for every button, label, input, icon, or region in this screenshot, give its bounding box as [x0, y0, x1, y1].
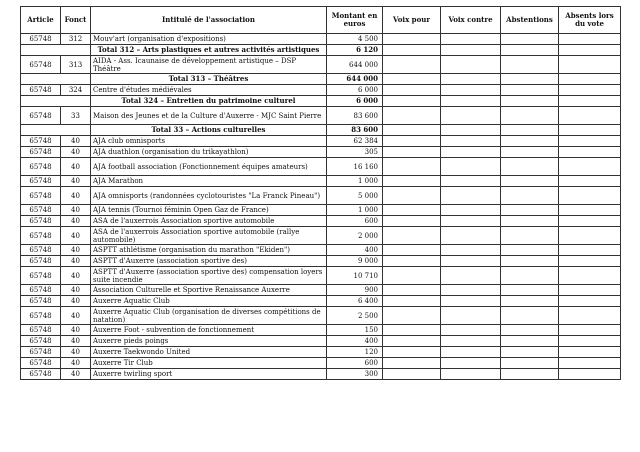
voix-contre-cell: [441, 347, 501, 358]
voix-pour-cell: [383, 85, 441, 96]
absents-cell: [559, 125, 621, 136]
abstentions-cell: [501, 336, 559, 347]
fonct-cell: 40: [61, 205, 91, 216]
absents-cell: [559, 176, 621, 187]
total-row: [21, 96, 621, 107]
header-article: Article: [21, 7, 61, 34]
absents-cell: [559, 74, 621, 85]
article-cell: 65748: [21, 285, 61, 296]
voix-pour-cell: [383, 125, 441, 136]
absents-cell: [559, 227, 621, 245]
table-row: [21, 136, 621, 147]
fonct-cell: 40: [61, 147, 91, 158]
label-cell: Auxerre Taekwondo United: [91, 347, 327, 358]
voix-pour-cell: [383, 147, 441, 158]
voix-contre-cell: [441, 34, 501, 45]
abstentions-cell: [501, 347, 559, 358]
voix-contre-cell: [441, 45, 501, 56]
amount-cell: 2 500: [327, 307, 383, 325]
absents-cell: [559, 285, 621, 296]
voix-pour-cell: [383, 256, 441, 267]
voix-contre-cell: [441, 74, 501, 85]
amount-cell: 1 000: [327, 205, 383, 216]
total-row: [21, 45, 621, 56]
empty-cell: [21, 125, 91, 136]
article-cell: 65748: [21, 176, 61, 187]
abstentions-cell: [501, 85, 559, 96]
voix-contre-cell: [441, 107, 501, 125]
fonct-cell: 40: [61, 256, 91, 267]
label-cell: AJA club omnisports: [91, 136, 327, 147]
amount-cell: 305: [327, 147, 383, 158]
fonct-cell: 324: [61, 85, 91, 96]
table-row: [21, 158, 621, 176]
fonct-cell: 40: [61, 358, 91, 369]
absents-cell: [559, 45, 621, 56]
voix-pour-cell: [383, 176, 441, 187]
absents-cell: [559, 296, 621, 307]
voix-contre-cell: [441, 56, 501, 74]
article-cell: 65748: [21, 216, 61, 227]
abstentions-cell: [501, 216, 559, 227]
abstentions-cell: [501, 34, 559, 45]
table-row: [21, 296, 621, 307]
table-row: [21, 245, 621, 256]
fonct-cell: 40: [61, 369, 91, 380]
absents-cell: [559, 85, 621, 96]
voix-pour-cell: [383, 296, 441, 307]
subsidies-table: [20, 6, 621, 380]
table-row: [21, 227, 621, 245]
amount-cell: 400: [327, 336, 383, 347]
amount-cell: 1 000: [327, 176, 383, 187]
article-cell: 65748: [21, 227, 61, 245]
table-row: [21, 285, 621, 296]
amount-cell: 644 000: [327, 56, 383, 74]
voix-contre-cell: [441, 96, 501, 107]
fonct-cell: 33: [61, 107, 91, 125]
voix-pour-cell: [383, 45, 441, 56]
absents-cell: [559, 307, 621, 325]
article-cell: 65748: [21, 358, 61, 369]
voix-contre-cell: [441, 147, 501, 158]
table-row: [21, 307, 621, 325]
absents-cell: [559, 136, 621, 147]
header-voix-contre: Voix contre: [441, 7, 501, 34]
label-cell: Auxerre Aquatic Club (organisation de diverses compétitions de natation): [91, 307, 327, 325]
voix-contre-cell: [441, 136, 501, 147]
absents-cell: [559, 358, 621, 369]
header-abstentions: Abstentions: [501, 7, 559, 34]
label-cell: AJA duathlon (organisation du trikayathlon): [91, 147, 327, 158]
table-row: [21, 187, 621, 205]
article-cell: 65748: [21, 136, 61, 147]
amount-cell: 4 500: [327, 34, 383, 45]
voix-pour-cell: [383, 227, 441, 245]
article-cell: 65748: [21, 158, 61, 176]
label-cell: Auxerre pieds poings: [91, 336, 327, 347]
absents-cell: [559, 187, 621, 205]
fonct-cell: 40: [61, 245, 91, 256]
absents-cell: [559, 325, 621, 336]
table-row: [21, 369, 621, 380]
total-label: Total 324 – Entretien du patrimoine culturel: [91, 96, 327, 107]
abstentions-cell: [501, 56, 559, 74]
amount-cell: 6 000: [327, 85, 383, 96]
article-cell: 65748: [21, 267, 61, 285]
article-cell: 65748: [21, 369, 61, 380]
absents-cell: [559, 107, 621, 125]
voix-contre-cell: [441, 369, 501, 380]
label-cell: AJA tennis (Tournoi féminin Open Gaz de France): [91, 205, 327, 216]
amount-cell: 2 000: [327, 227, 383, 245]
voix-contre-cell: [441, 158, 501, 176]
absents-cell: [559, 205, 621, 216]
article-cell: 65748: [21, 205, 61, 216]
absents-cell: [559, 158, 621, 176]
absents-cell: [559, 34, 621, 45]
fonct-cell: 40: [61, 307, 91, 325]
fonct-cell: 40: [61, 176, 91, 187]
abstentions-cell: [501, 296, 559, 307]
abstentions-cell: [501, 245, 559, 256]
abstentions-cell: [501, 125, 559, 136]
voix-pour-cell: [383, 325, 441, 336]
total-amount: 6 000: [327, 96, 383, 107]
voix-pour-cell: [383, 205, 441, 216]
amount-cell: 5 000: [327, 187, 383, 205]
abstentions-cell: [501, 358, 559, 369]
label-cell: ASA de l'auxerrois Association sportive automobile: [91, 216, 327, 227]
voix-pour-cell: [383, 96, 441, 107]
header-voix-pour: Voix pour: [383, 7, 441, 34]
abstentions-cell: [501, 96, 559, 107]
table-row: [21, 85, 621, 96]
abstentions-cell: [501, 325, 559, 336]
voix-contre-cell: [441, 176, 501, 187]
abstentions-cell: [501, 147, 559, 158]
voix-contre-cell: [441, 267, 501, 285]
total-label: Total 312 – Arts plastiques et autres activités artistiques: [91, 45, 327, 56]
amount-cell: 83 600: [327, 107, 383, 125]
total-row: [21, 125, 621, 136]
voix-pour-cell: [383, 216, 441, 227]
article-cell: 65748: [21, 147, 61, 158]
header-intitule: Intitulé de l'association: [91, 7, 327, 34]
fonct-cell: 40: [61, 267, 91, 285]
fonct-cell: 40: [61, 296, 91, 307]
table-row: [21, 147, 621, 158]
label-cell: ASA de l'auxerrois Association sportive automobile (rallye automobile): [91, 227, 327, 245]
total-amount: 83 600: [327, 125, 383, 136]
table-row: [21, 176, 621, 187]
table-row: [21, 34, 621, 45]
abstentions-cell: [501, 205, 559, 216]
amount-cell: 9 000: [327, 256, 383, 267]
article-cell: 65748: [21, 34, 61, 45]
label-cell: AJA Marathon: [91, 176, 327, 187]
total-amount: 6 120: [327, 45, 383, 56]
empty-cell: [21, 74, 91, 85]
table-body: [21, 34, 621, 380]
voix-contre-cell: [441, 336, 501, 347]
article-cell: 65748: [21, 336, 61, 347]
amount-cell: 900: [327, 285, 383, 296]
voix-pour-cell: [383, 285, 441, 296]
fonct-cell: 40: [61, 325, 91, 336]
table-header: [21, 7, 621, 34]
table-row: [21, 358, 621, 369]
article-cell: 65748: [21, 56, 61, 74]
voix-pour-cell: [383, 347, 441, 358]
voix-pour-cell: [383, 107, 441, 125]
article-cell: 65748: [21, 347, 61, 358]
article-cell: 65748: [21, 245, 61, 256]
table-row: [21, 267, 621, 285]
amount-cell: 300: [327, 369, 383, 380]
amount-cell: 120: [327, 347, 383, 358]
voix-contre-cell: [441, 245, 501, 256]
absents-cell: [559, 96, 621, 107]
voix-contre-cell: [441, 125, 501, 136]
label-cell: ASPTT d'Auxerre (association sportive des): [91, 256, 327, 267]
abstentions-cell: [501, 227, 559, 245]
empty-cell: [21, 96, 91, 107]
article-cell: 65748: [21, 296, 61, 307]
voix-contre-cell: [441, 325, 501, 336]
voix-pour-cell: [383, 245, 441, 256]
amount-cell: 150: [327, 325, 383, 336]
voix-contre-cell: [441, 187, 501, 205]
amount-cell: 62 384: [327, 136, 383, 147]
amount-cell: 600: [327, 358, 383, 369]
abstentions-cell: [501, 74, 559, 85]
fonct-cell: 40: [61, 187, 91, 205]
label-cell: ASPTT athlétisme (organisation du marathon "Ekiden"): [91, 245, 327, 256]
label-cell: Centre d'études médiévales: [91, 85, 327, 96]
total-amount: 644 000: [327, 74, 383, 85]
absents-cell: [559, 216, 621, 227]
abstentions-cell: [501, 45, 559, 56]
voix-pour-cell: [383, 267, 441, 285]
voix-pour-cell: [383, 158, 441, 176]
fonct-cell: 40: [61, 227, 91, 245]
voix-contre-cell: [441, 205, 501, 216]
fonct-cell: 40: [61, 336, 91, 347]
voix-pour-cell: [383, 56, 441, 74]
abstentions-cell: [501, 267, 559, 285]
label-cell: Maison des Jeunes et de la Culture d'Auxerre - MJC Saint Pierre: [91, 107, 327, 125]
absents-cell: [559, 336, 621, 347]
amount-cell: 16 160: [327, 158, 383, 176]
fonct-cell: 40: [61, 136, 91, 147]
label-cell: Association Culturelle et Sportive Renaissance Auxerre: [91, 285, 327, 296]
voix-pour-cell: [383, 74, 441, 85]
voix-contre-cell: [441, 227, 501, 245]
article-cell: 65748: [21, 307, 61, 325]
label-cell: AJA football association (Fonctionnement équipes amateurs): [91, 158, 327, 176]
abstentions-cell: [501, 187, 559, 205]
table-row: [21, 325, 621, 336]
table-row: [21, 216, 621, 227]
voix-contre-cell: [441, 256, 501, 267]
absents-cell: [559, 256, 621, 267]
abstentions-cell: [501, 256, 559, 267]
article-cell: 65748: [21, 85, 61, 96]
fonct-cell: 313: [61, 56, 91, 74]
label-cell: Auxerre Foot - subvention de fonctionnement: [91, 325, 327, 336]
table-row: [21, 107, 621, 125]
table-row: [21, 347, 621, 358]
article-cell: 65748: [21, 256, 61, 267]
fonct-cell: 40: [61, 216, 91, 227]
label-cell: Auxerre Aquatic Club: [91, 296, 327, 307]
label-cell: ASPTT d'Auxerre (association sportive des) compensation loyers suite incendie: [91, 267, 327, 285]
total-label: Total 313 – Théâtres: [91, 74, 327, 85]
label-cell: AJA omnisports (randonnées cyclotouristes "La Franck Pineau"): [91, 187, 327, 205]
voix-pour-cell: [383, 336, 441, 347]
article-cell: 65748: [21, 325, 61, 336]
voix-pour-cell: [383, 136, 441, 147]
voix-contre-cell: [441, 85, 501, 96]
empty-cell: [21, 45, 91, 56]
voix-pour-cell: [383, 34, 441, 45]
voix-contre-cell: [441, 296, 501, 307]
amount-cell: 400: [327, 245, 383, 256]
amount-cell: 6 400: [327, 296, 383, 307]
article-cell: 65748: [21, 187, 61, 205]
amount-cell: 600: [327, 216, 383, 227]
fonct-cell: 40: [61, 285, 91, 296]
abstentions-cell: [501, 158, 559, 176]
voix-pour-cell: [383, 358, 441, 369]
label-cell: Mouv'art (organisation d'expositions): [91, 34, 327, 45]
absents-cell: [559, 56, 621, 74]
voix-contre-cell: [441, 358, 501, 369]
absents-cell: [559, 267, 621, 285]
label-cell: AIDA - Ass. Icaunaise de développement artistique – DSP Théâtre: [91, 56, 327, 74]
absents-cell: [559, 369, 621, 380]
label-cell: Auxerre twirling sport: [91, 369, 327, 380]
header-fonct: Fonct: [61, 7, 91, 34]
voix-contre-cell: [441, 285, 501, 296]
table-row: [21, 56, 621, 74]
voix-pour-cell: [383, 369, 441, 380]
total-label: Total 33 – Actions culturelles: [91, 125, 327, 136]
amount-cell: 10 710: [327, 267, 383, 285]
abstentions-cell: [501, 307, 559, 325]
fonct-cell: 40: [61, 347, 91, 358]
voix-pour-cell: [383, 307, 441, 325]
absents-cell: [559, 147, 621, 158]
abstentions-cell: [501, 176, 559, 187]
abstentions-cell: [501, 136, 559, 147]
table-row: [21, 336, 621, 347]
abstentions-cell: [501, 107, 559, 125]
article-cell: 65748: [21, 107, 61, 125]
total-row: [21, 74, 621, 85]
header-absents: Absents lors du vote: [559, 7, 621, 34]
fonct-cell: 40: [61, 158, 91, 176]
fonct-cell: 312: [61, 34, 91, 45]
header-montant: Montant en euros: [327, 7, 383, 34]
voix-contre-cell: [441, 216, 501, 227]
abstentions-cell: [501, 369, 559, 380]
abstentions-cell: [501, 285, 559, 296]
table-row: [21, 256, 621, 267]
voix-contre-cell: [441, 307, 501, 325]
absents-cell: [559, 245, 621, 256]
absents-cell: [559, 347, 621, 358]
table-row: [21, 205, 621, 216]
voix-pour-cell: [383, 187, 441, 205]
label-cell: Auxerre Tir Club: [91, 358, 327, 369]
